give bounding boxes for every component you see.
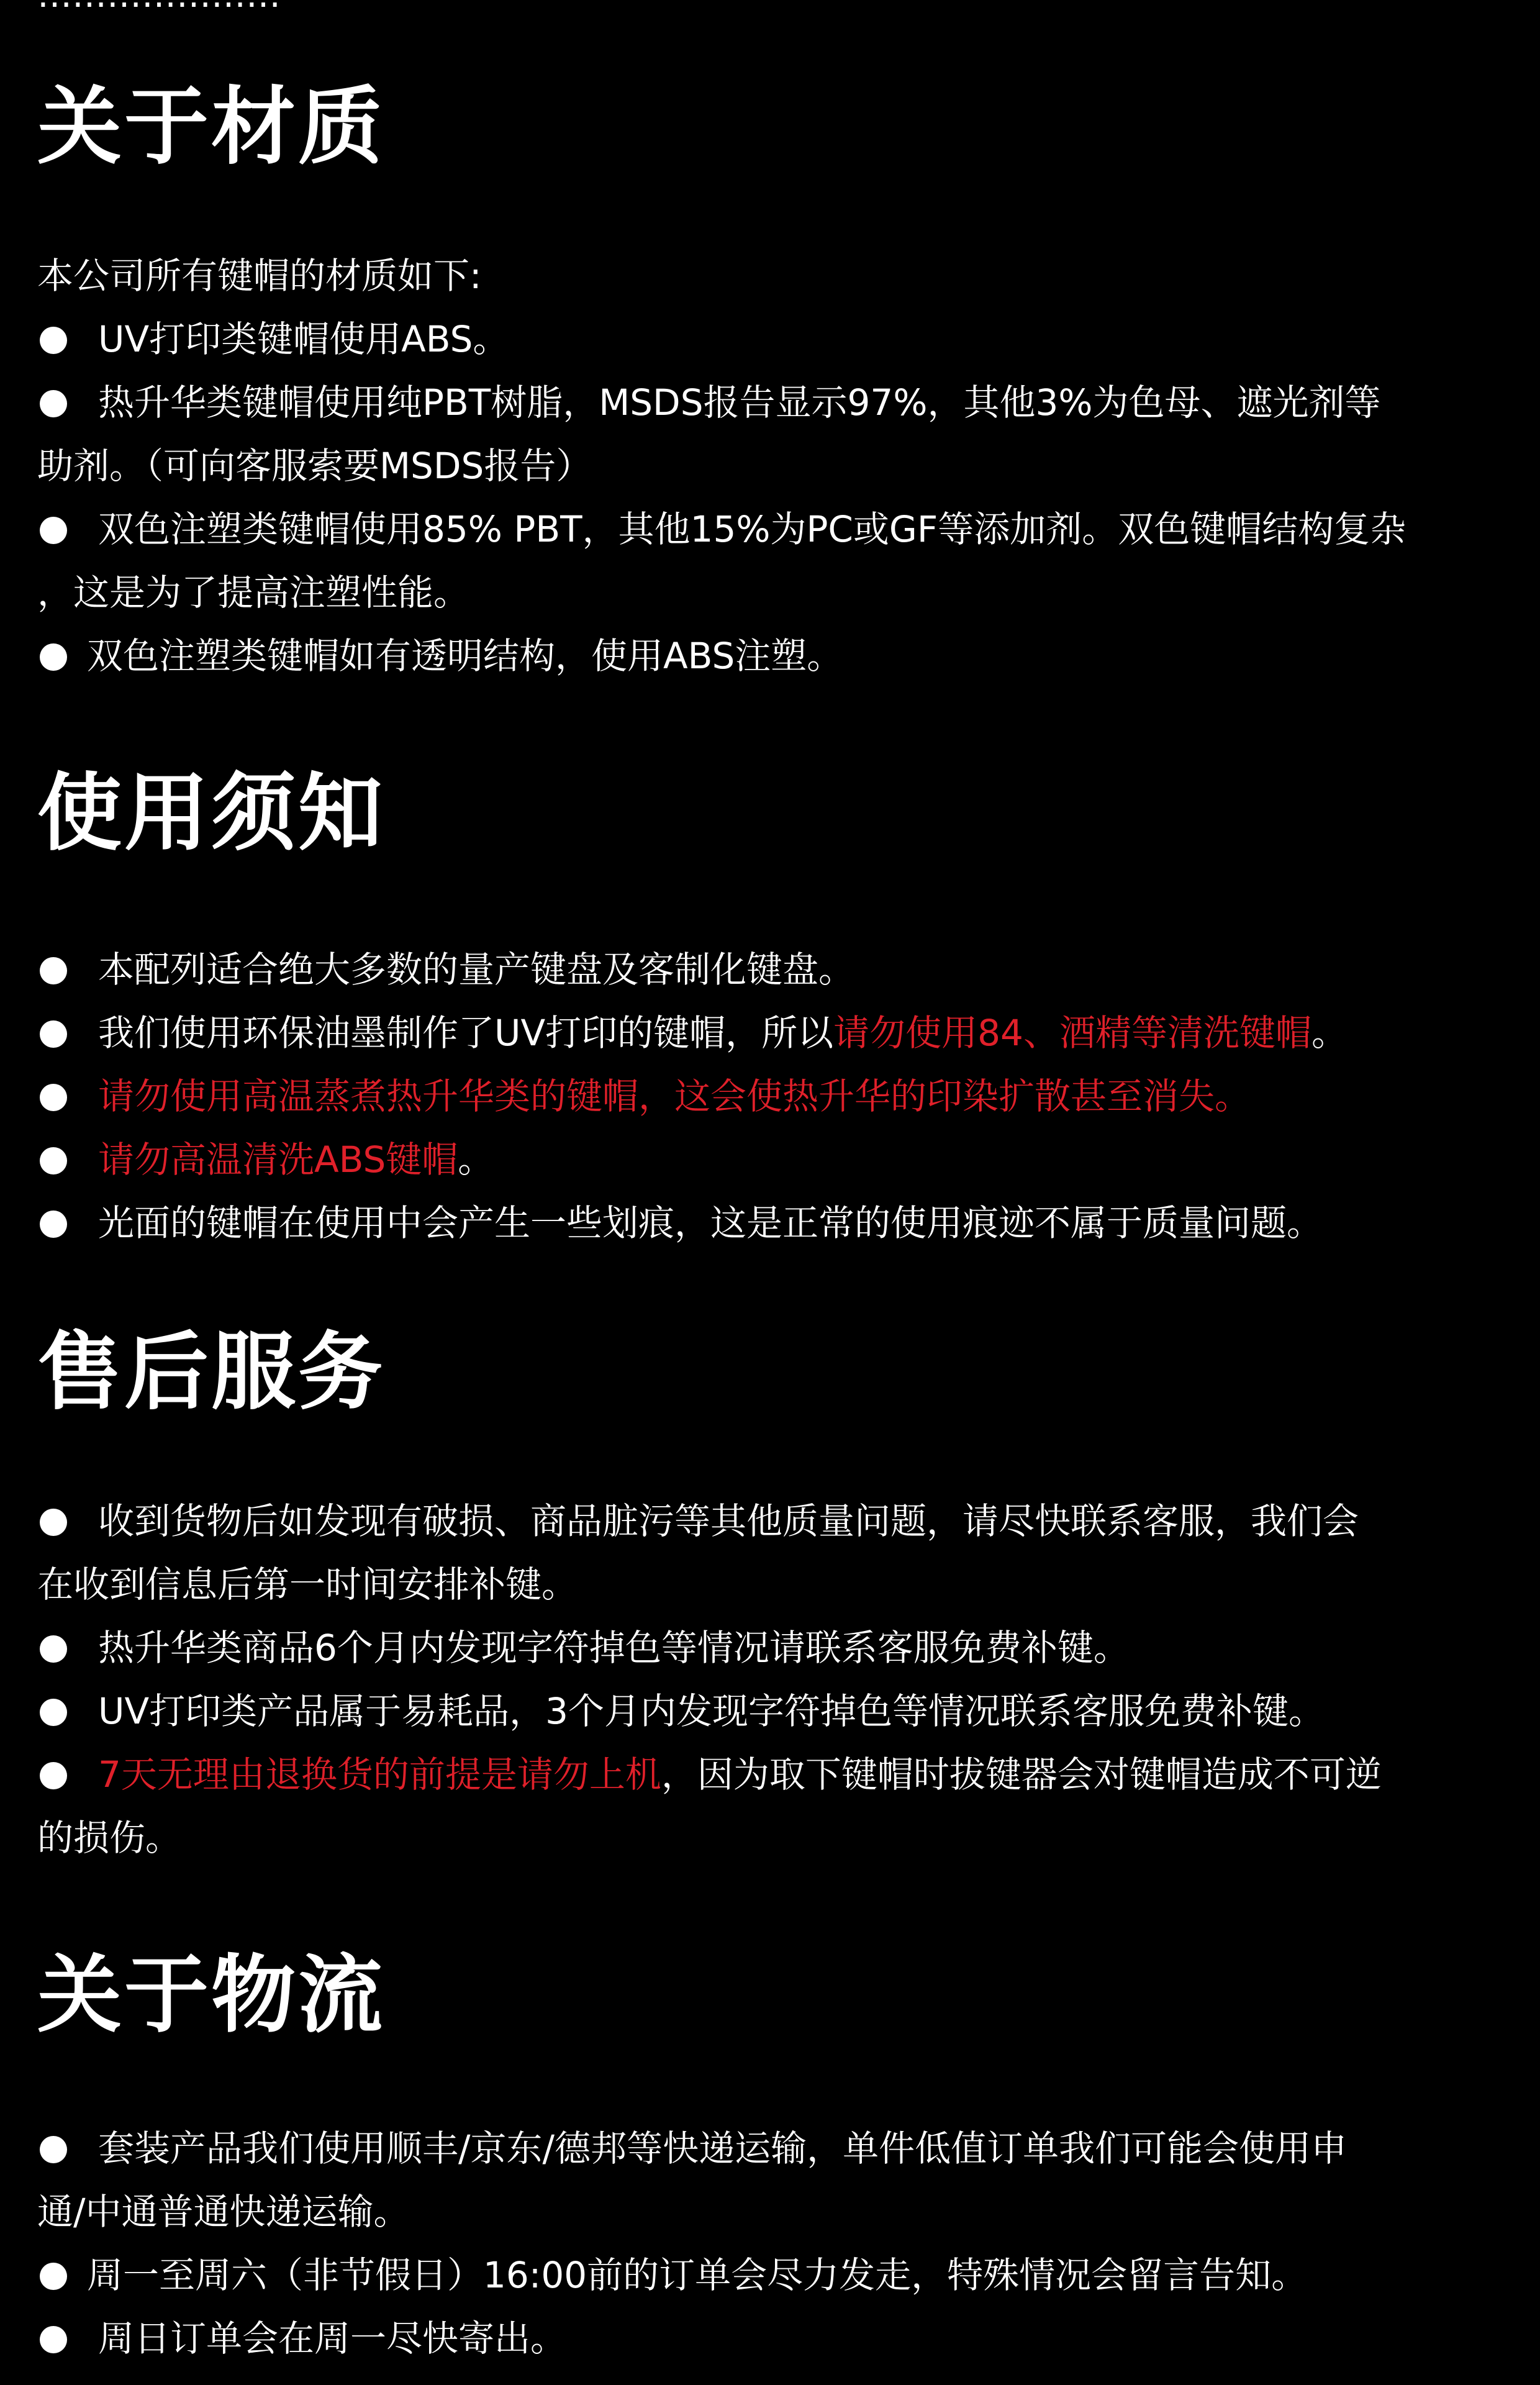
list-item: 双色注塑类键帽如有透明结构，使用ABS注塑。 <box>37 624 1503 688</box>
bullet-icon <box>40 2263 67 2290</box>
bullet-icon <box>40 1509 67 1536</box>
bullet-icon <box>40 643 67 671</box>
list-item: 热升华类键帽使用纯PBT树脂，MSDS报告显示97%，其他3%为色母、遮光剂等 <box>37 371 1503 434</box>
bullet-icon <box>40 1147 67 1174</box>
material-intro: 本公司所有键帽的材质如下: <box>37 255 482 297</box>
bullet-icon <box>40 1762 67 1789</box>
list-item: 请勿高温清洗ABS键帽。 <box>37 1128 1503 1191</box>
bullet-icon <box>40 1084 67 1111</box>
bullet-icon <box>40 390 67 417</box>
list-item-continuation: 的损伤。 <box>37 1817 182 1859</box>
bullet-icon <box>40 517 67 544</box>
list-item: UV打印类产品属于易耗品，3个月内发现字符掉色等情况联系客服免费补键。 <box>37 1679 1503 1743</box>
section-material <box>37 78 1503 688</box>
list-item: 我们使用环保油墨制作了UV打印的键帽，所以请勿使用84、酒精等清洗键帽。 <box>37 1001 1503 1065</box>
list-item: UV打印类键帽使用ABS。 <box>37 307 1503 371</box>
bullet-icon <box>40 957 67 984</box>
bullet-icon <box>40 1211 67 1238</box>
section-logistics <box>37 1947 1503 2370</box>
list-item: 光面的键帽在使用中会产生一些划痕，这是正常的使用痕迹不属于质量问题。 <box>37 1191 1503 1255</box>
section-aftersales <box>37 1324 1503 1869</box>
list-item-continuation: 助剂。（可向客服索要MSDS报告） <box>37 445 592 487</box>
list-item: 双色注塑类键帽使用85% PBT，其他15%为PC或GF等添加剂。双色键帽结构复杂 <box>37 497 1503 561</box>
section-title-usage: 使用须知 <box>37 765 385 863</box>
list-item-continuation: 在收到信息后第一时间安排补键。 <box>37 1563 578 1606</box>
bullet-icon <box>40 1699 67 1726</box>
list-item: 套装产品我们使用顺丰/京东/德邦等快递运输，单件低值订单我们可能会使用申 <box>37 2117 1503 2180</box>
list-item: 收到货物后如发现有破损、商品脏污等其他质量问题，请尽快联系客服，我们会 <box>37 1489 1503 1553</box>
bullet-icon <box>40 1635 67 1663</box>
section-title-aftersales: 售后服务 <box>37 1324 385 1422</box>
bullet-icon <box>40 327 67 354</box>
warning-text: 请勿使用84、酒精等清洗键帽 <box>833 1012 1311 1054</box>
list-item: 周日订单会在周一尽快寄出。 <box>37 2307 1503 2370</box>
cutoff-text-top <box>37 0 281 16</box>
list-item: 7天无理由退换货的前提是请勿上机，因为取下键帽时拔键器会对键帽造成不可逆 <box>37 1743 1503 1806</box>
warning-text: 请勿高温清洗ABS键帽 <box>98 1138 458 1181</box>
list-item <box>37 1065 1503 1128</box>
list-item-continuation: ，这是为了提高注塑性能。 <box>37 571 470 614</box>
section-usage <box>37 765 1503 1255</box>
warning-text: 请勿使用高温蒸煮热升华类的键帽，这会使热升华的印染扩散甚至消失。 <box>98 1075 1251 1117</box>
list-item: 本配列适合绝大多数的量产键盘及客制化键盘。 <box>37 938 1503 1001</box>
bullet-icon <box>40 2136 67 2163</box>
section-title-material: 关于材质 <box>37 78 385 176</box>
list-item: 周一至周六（非节假日）16:00前的订单会尽力发走，特殊情况会留言告知。 <box>37 2243 1503 2307</box>
bullet-icon <box>40 1020 67 1048</box>
warning-text: 7天无理由退换货的前提是请勿上机 <box>98 1753 661 1796</box>
bullet-icon <box>40 2326 67 2353</box>
list-item-continuation: 通/中通普通快递运输。 <box>37 2191 410 2233</box>
list-item: 热升华类商品6个月内发现字符掉色等情况请联系客服免费补键。 <box>37 1616 1503 1679</box>
section-title-logistics: 关于物流 <box>37 1947 385 2045</box>
